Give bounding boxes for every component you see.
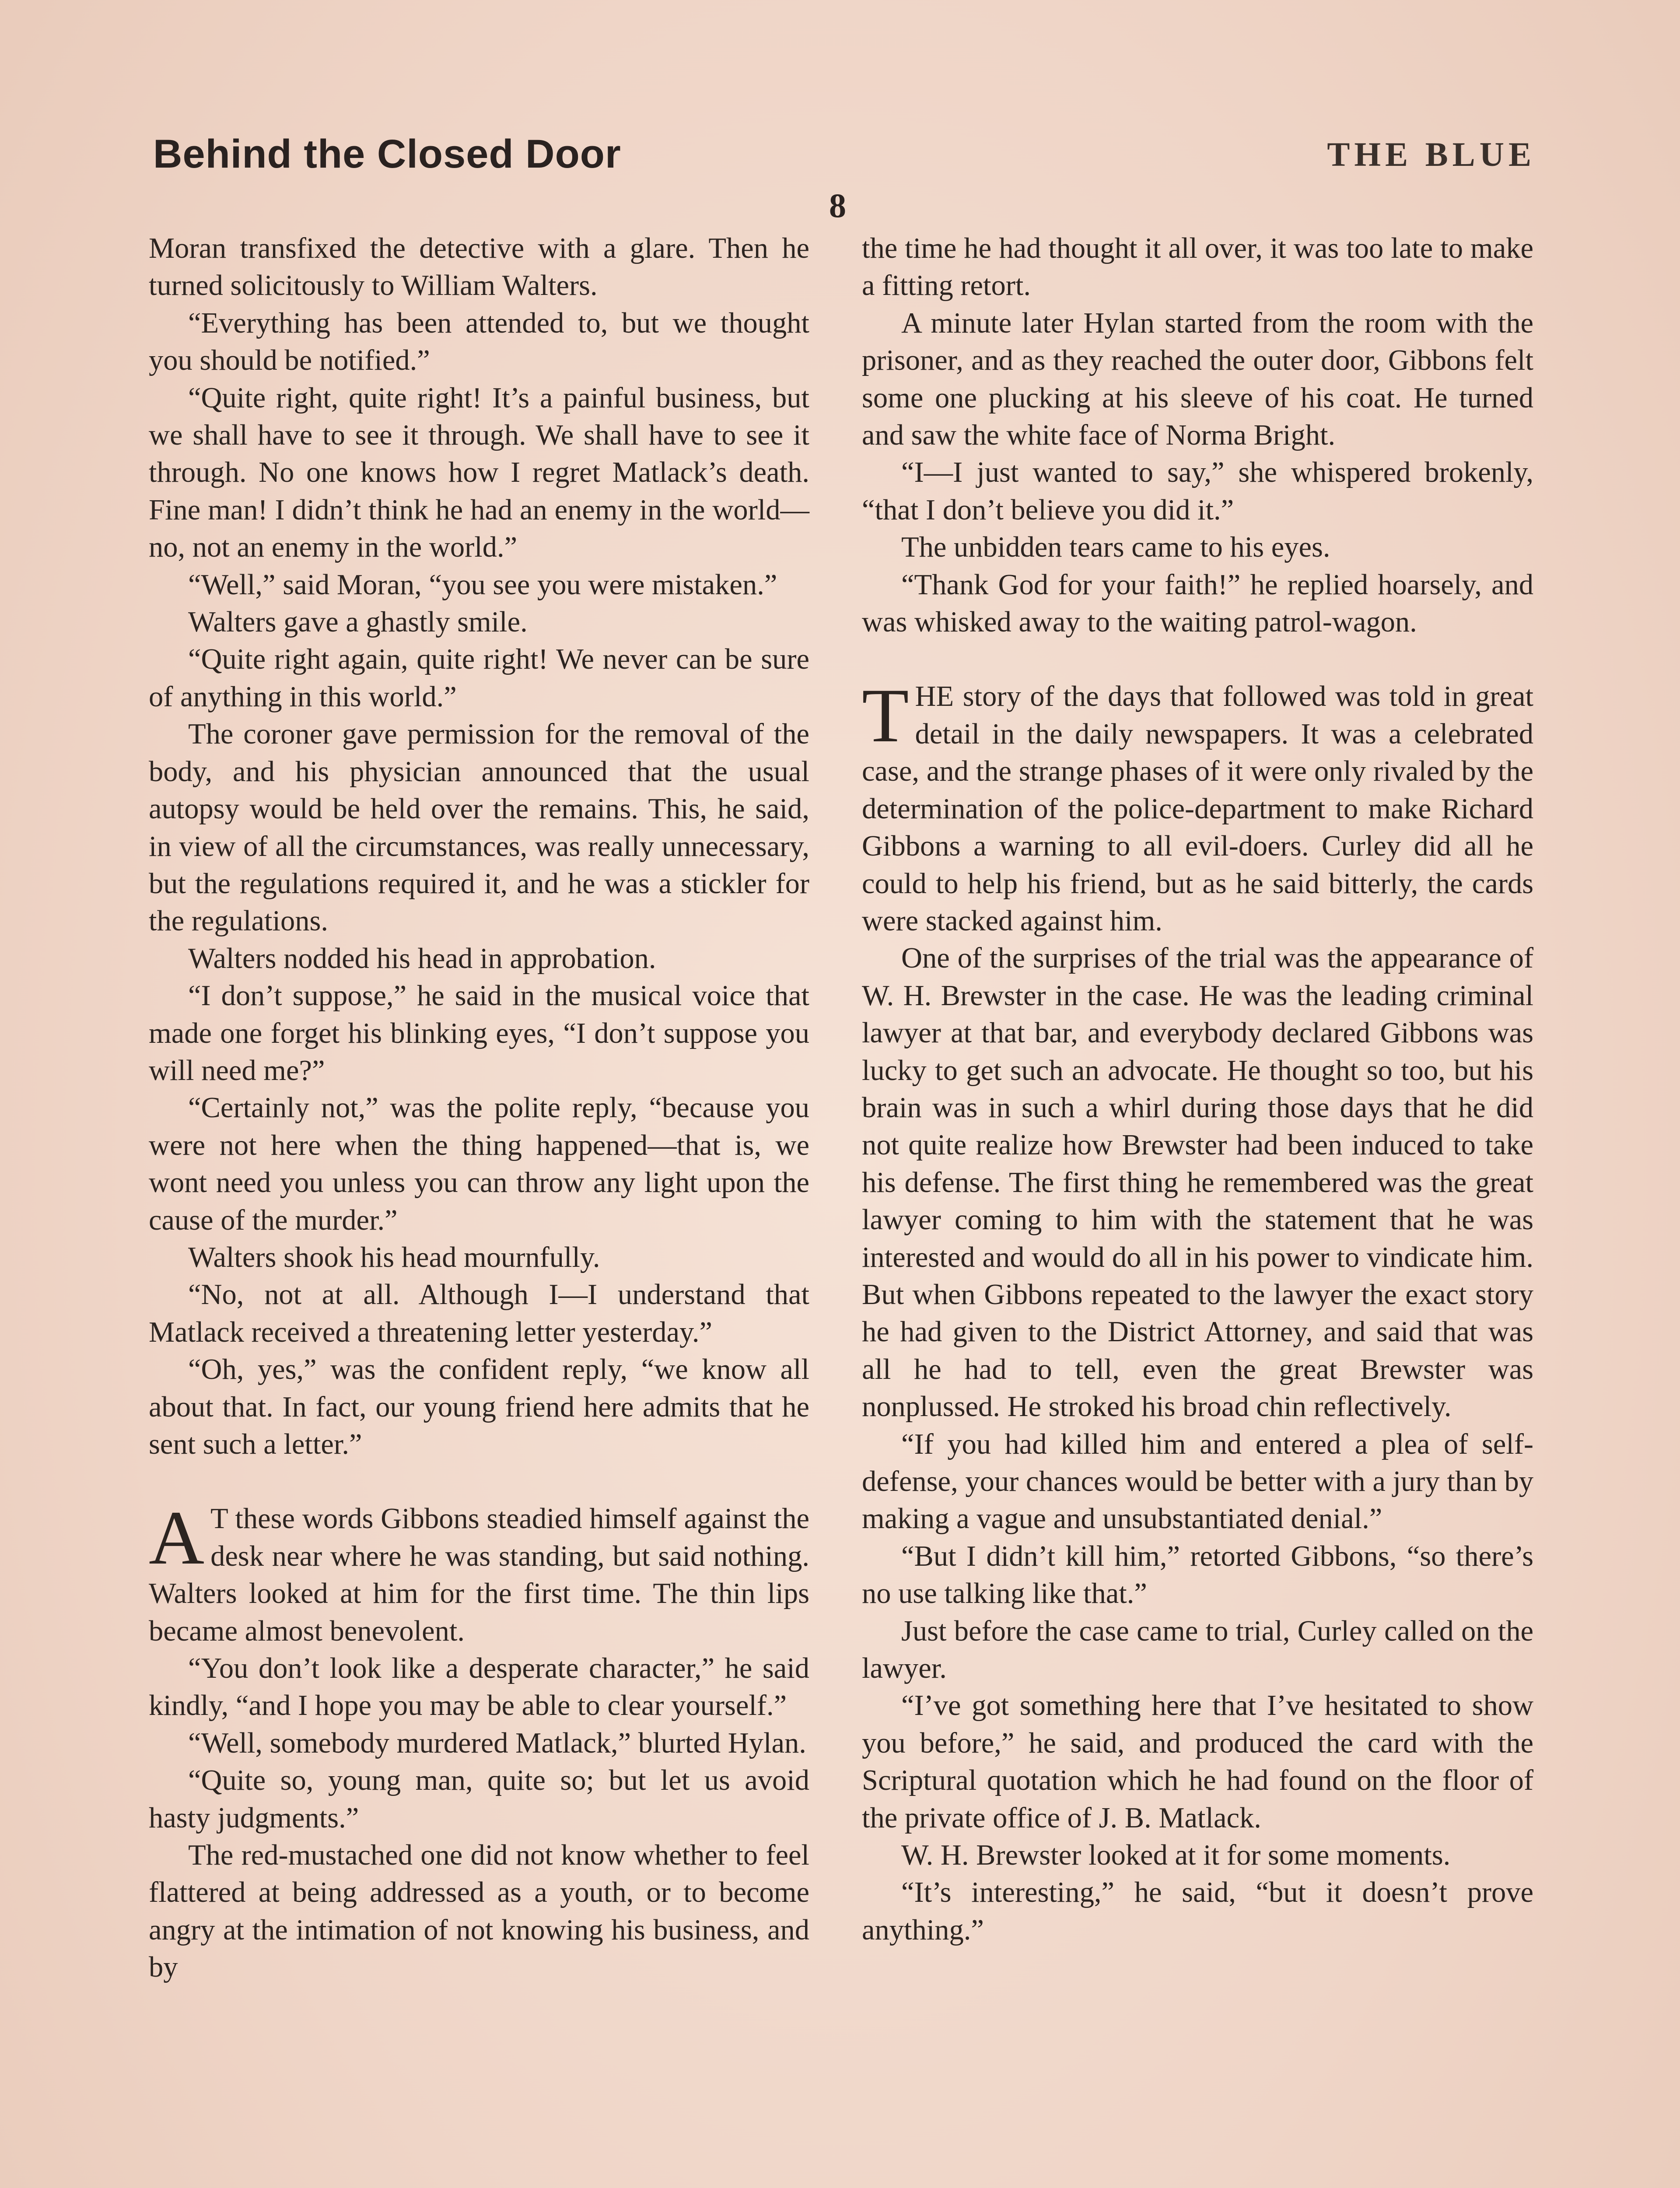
left-column [149, 230, 809, 1986]
section-break [862, 641, 1533, 678]
section-lead-paragraph [149, 1495, 809, 1650]
paragraph: “If you had killed him and entered a plea of self-defense, your chances would be better with a jury than by making a vague and unsubstantiated denial.” [862, 1428, 1533, 1535]
paragraph: Walters gave a ghastly smile. [188, 606, 528, 638]
lead-text: HE story of the days that followed was told in great detail in the daily newspapers. It was a celebrated case, and the strange phases of it were only rivaled by the determination of the police-department to make Richard Gibbons a warning to all evil-doers. Curley did all he could to help his friend, but as he said bitterly, the cards were stacked against him. [862, 680, 1533, 937]
paragraph: “I’ve got something here that I’ve hesitated to show you before,” he said, and produced the card with the Scriptural quotation which he had found on the floor of the private office of J. B. Matlack. [862, 1690, 1533, 1834]
paragraph: “Quite right, quite right! It’s a painful business, but we shall have to see it through. We shall have to see it through. No one knows how I regret Matlack’s death. Fine man! I didn’t think he had an enemy in the world—no, not an enemy in the world.” [149, 382, 809, 564]
story-title: Behind the Closed Door [153, 132, 621, 176]
paragraph: Moran transfixed the detective with a glare. Then he turned solicitously to William Walters. [149, 232, 809, 302]
drop-cap: A [149, 1495, 205, 1581]
paragraph: “Quite so, young man, quite so; but let us avoid hasty judgments.” [149, 1764, 809, 1834]
paragraph: “Thank God for your faith!” he replied hoarsely, and was whisked away to the waiting patrol-wagon. [862, 568, 1533, 638]
lead-text: T these words Gibbons steadied himself against the desk near where he was standing, but said nothing. Walters looked at him for the first time. The thin lips became almost benevolent. [149, 1503, 809, 1647]
page-number: 8 [829, 186, 846, 224]
paragraph: “I don’t suppose,” he said in the musical voice that made one forget his blinking eyes, “I don’t suppose you will need me?” [149, 980, 809, 1087]
paragraph: “Well,” said Moran, “you see you were mistaken.” [188, 568, 777, 601]
paragraph: “But I didn’t kill him,” retorted Gibbons, “so there’s no use talking like that.” [862, 1540, 1533, 1610]
paragraph: “Everything has been attended to, but we thought you should be notified.” [149, 307, 809, 377]
paragraph: “Quite right again, quite right! We never can be sure of anything in this world.” [149, 643, 809, 713]
magazine-title: THE BLUE [1327, 135, 1536, 173]
paragraph: Walters nodded his head in approbation. [188, 942, 656, 975]
paragraph: “Certainly not,” was the polite reply, “because you were not here when the thing happened—that is, we wont need you unless you can throw any light upon the cause of the murder.” [149, 1092, 809, 1236]
paragraph: “I—I just wanted to say,” she whispered brokenly, “that I don’t believe you did it.” [862, 456, 1533, 526]
paragraph: The unbidden tears came to his eyes. [901, 531, 1330, 564]
paragraph: One of the surprises of the trial was the appearance of W. H. Brewster in the case. He was the leading criminal lawyer at that bar, and everybody declared Gibbons was lucky to get such an advocate. He thought so too, but his brain was in such a whirl during those days that he did not quite realize how Brewster had been induced to take his defense. The first thing he remembered was the great lawyer coming to him with the statement that he was interested and would do all in his power to vindicate him. But when Gibbons repeated to the lawyer the exact story he had given to the District Attorney, and said that was all he had to tell, even the great Brewster was nonplussed. He stroked his broad chin reflectively. [862, 942, 1533, 1423]
drop-cap: T [862, 673, 909, 759]
paragraph: “It’s interesting,” he said, “but it doesn’t prove anything.” [862, 1876, 1533, 1946]
paragraph: The red-mustached one did not know whether to feel flattered at being addressed as a youth, or to become angry at the intimation of not knowing his business, and by [149, 1839, 809, 1984]
paragraph: Walters shook his head mournfully. [188, 1241, 600, 1273]
paragraph: “Oh, yes,” was the confident reply, “we know all about that. In fact, our young friend here admits that he sent such a letter.” [149, 1353, 809, 1460]
paragraph: “You don’t look like a desperate character,” he said kindly, “and I hope you may be able to clear yourself.” [149, 1652, 809, 1722]
paragraph: A minute later Hylan started from the room with the prisoner, and as they reached the outer door, Gibbons felt some one plucking at his sleeve of his coat. He turned and saw the white face of Norma Bright. [862, 307, 1533, 452]
paragraph: Just before the case came to trial, Curley called on the lawyer. [862, 1615, 1533, 1685]
paragraph: the time he had thought it all over, it was too late to make a fitting retort. [862, 232, 1533, 302]
paragraph: W. H. Brewster looked at it for some moments. [901, 1839, 1451, 1872]
section-break [149, 1463, 809, 1500]
paragraph: The coroner gave permission for the removal of the body, and his physician announced that the usual autopsy would be held over the remains. This, he said, in view of all the circumstances, was really unnecessary, but the regulations required it, and he was a stickler for the regulations. [149, 718, 809, 937]
section-lead-paragraph [862, 673, 1533, 940]
right-column [862, 230, 1533, 1949]
paragraph: “No, not at all. Although I—I understand that Matlack received a threatening letter yesterday.” [149, 1279, 809, 1348]
paragraph: “Well, somebody murdered Matlack,” blurted Hylan. [188, 1727, 806, 1759]
